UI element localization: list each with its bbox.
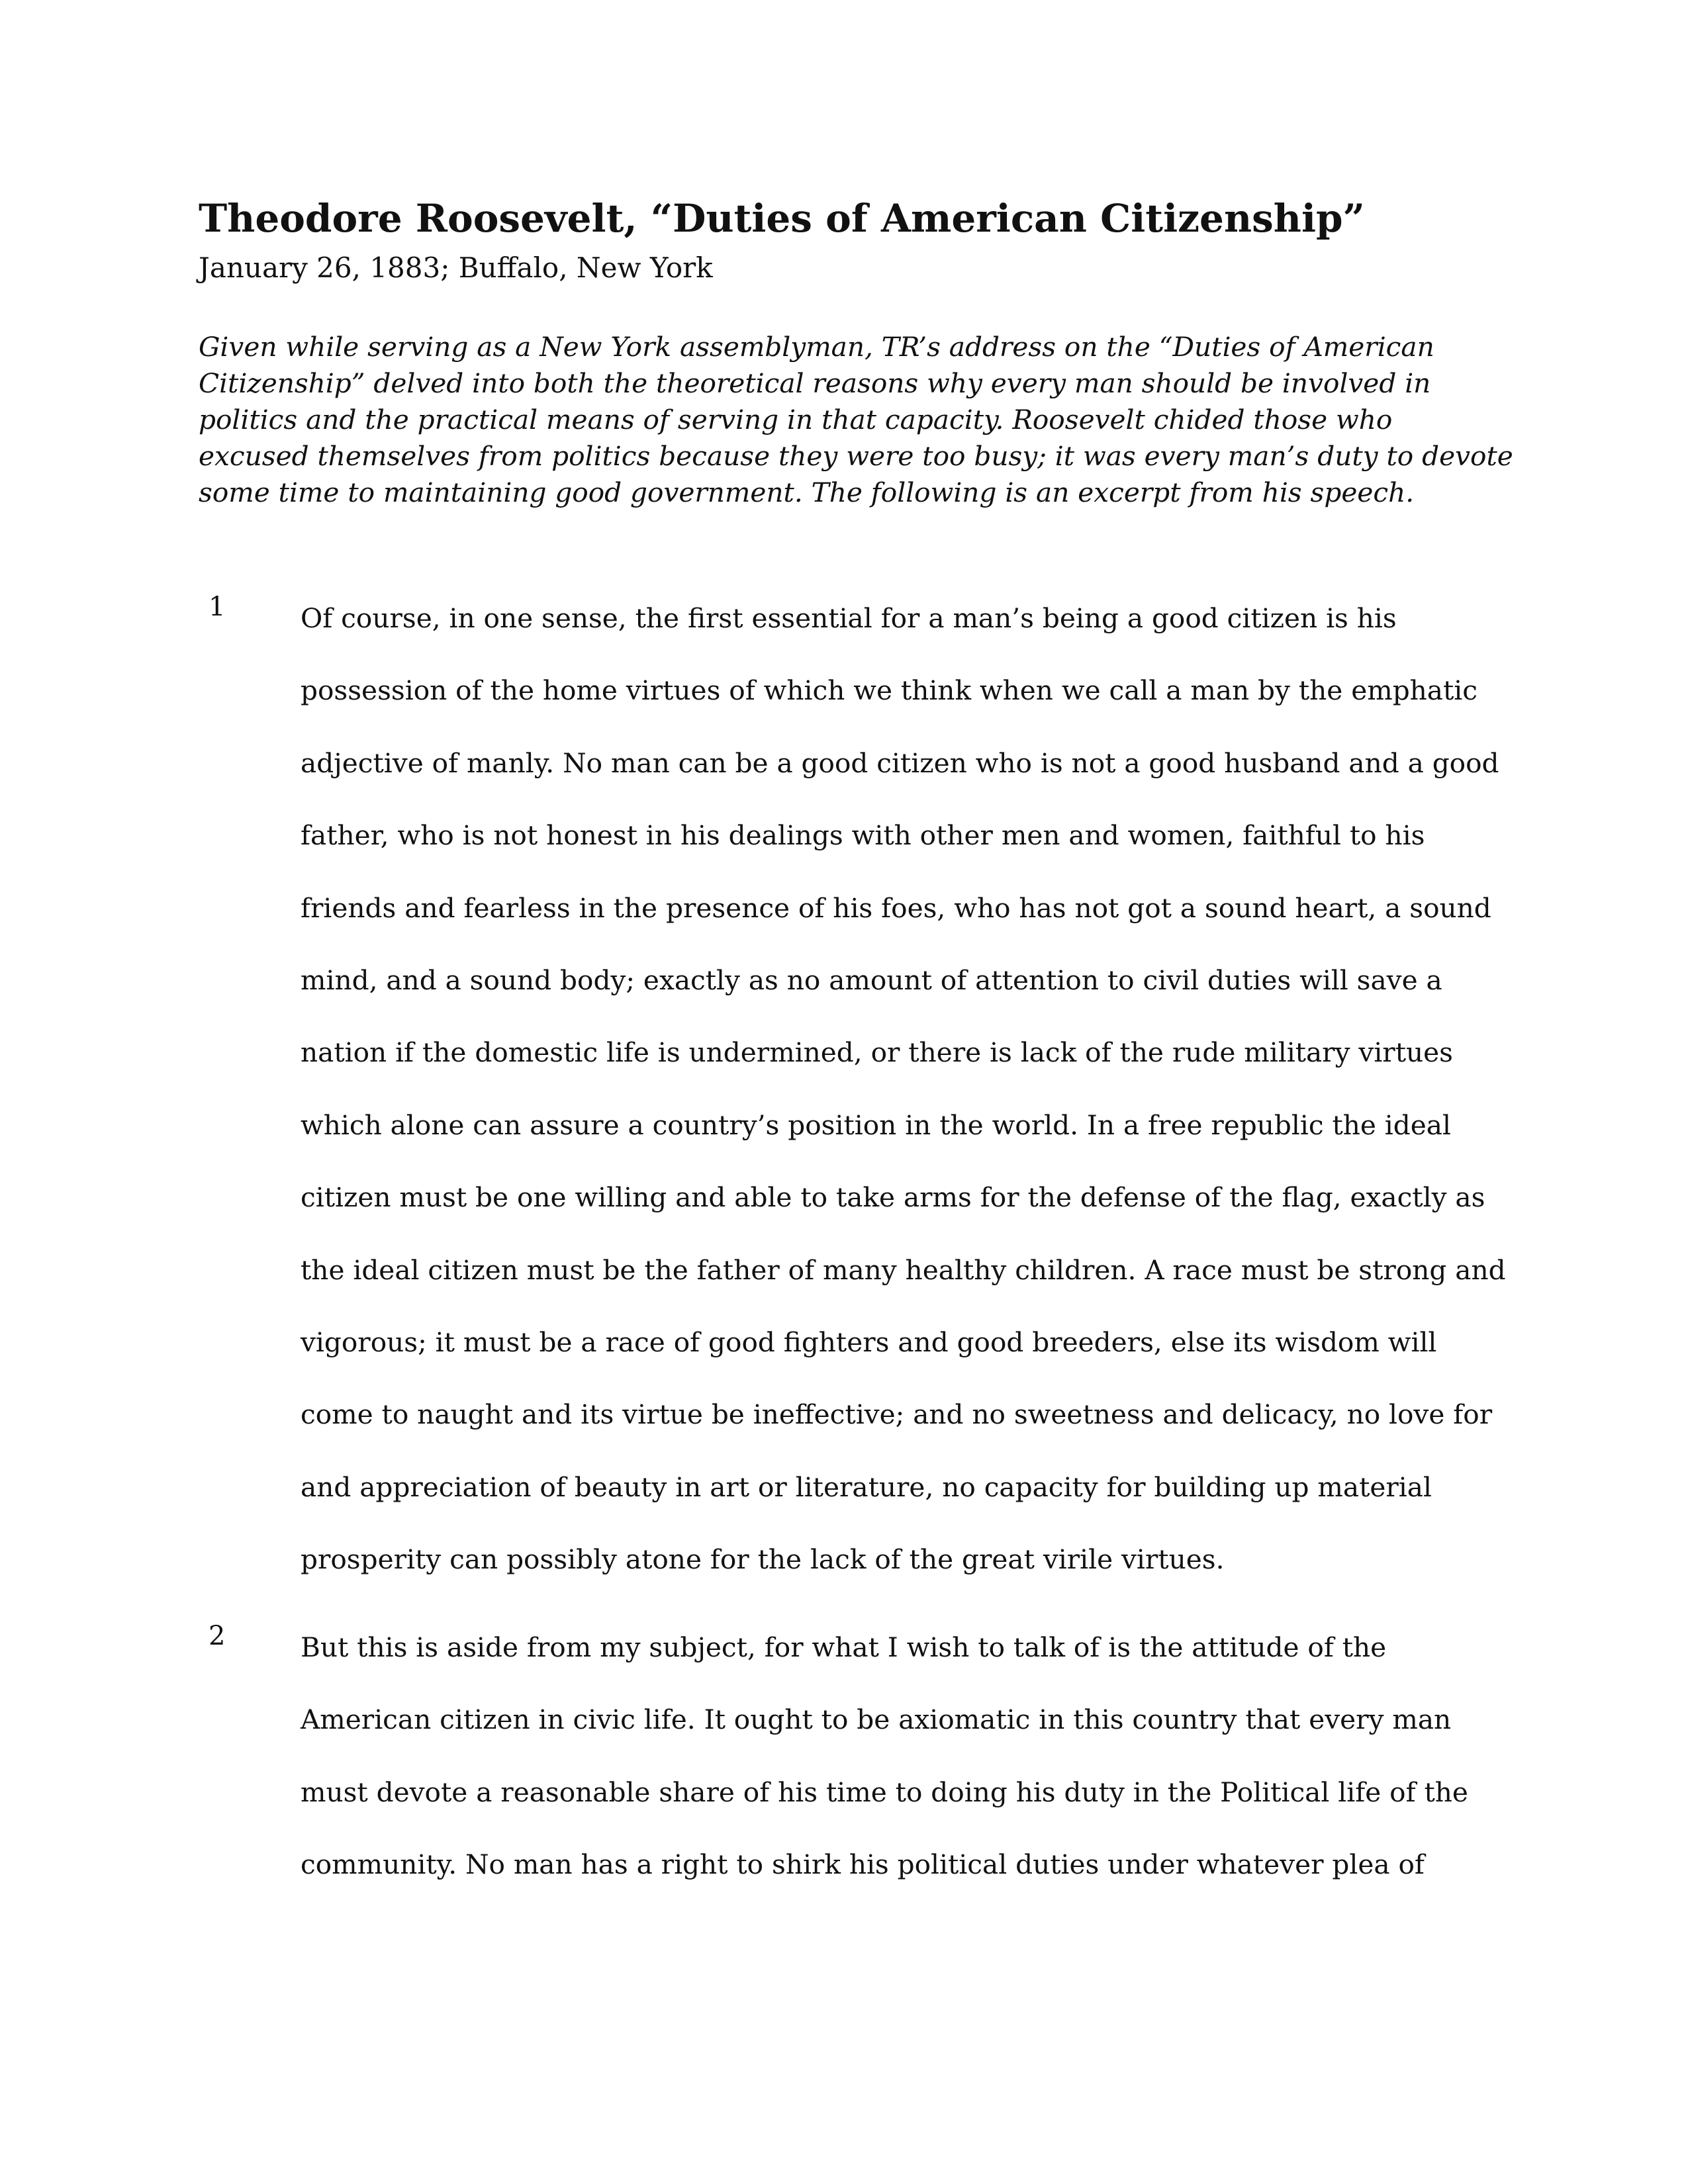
paragraph-line: nation if the domestic life is undermined, or there is lack of the rude military virtues [301, 1036, 1453, 1069]
paragraph-body [301, 1612, 1519, 1901]
intro-line: Citizenship” delved into both the theoretical reasons why every man should be involved in [199, 367, 1431, 399]
intro-line: Given while serving as a New York assemblyman, TR’s address on the “Duties of American [199, 331, 1434, 363]
paragraph-line: vigorous; it must be a race of good fighters and good breeders, else its wisdom will [301, 1326, 1437, 1358]
paragraph-line: possession of the home virtues of which we think when we call a man by the emphatic [301, 674, 1478, 707]
paragraph-number: 1 [209, 592, 226, 622]
paragraph-line: But this is aside from my subject, for what I wish to talk of is the attitude of the [301, 1631, 1387, 1663]
paragraph-body [301, 582, 1519, 1596]
paragraph-line: prosperity can possibly atone for the lack of the great virile virtues. [301, 1543, 1225, 1576]
paragraph-line: which alone can assure a country’s position in the world. In a free republic the ideal [301, 1109, 1451, 1141]
paragraph-line: and appreciation of beauty in art or literature, no capacity for building up material [301, 1471, 1432, 1503]
intro-line: some time to maintaining good government. The following is an excerpt from his speech. [199, 477, 1415, 508]
paragraph-line: mind, and a sound body; exactly as no amount of attention to civil duties will save a [301, 964, 1442, 996]
document-title: Theodore Roosevelt, “Duties of American Citizenship” [199, 196, 1365, 241]
paragraph-line: community. No man has a right to shirk his political duties under whatever plea of [301, 1848, 1425, 1881]
paragraph-line: adjective of manly. No man can be a good citizen who is not a good husband and a good [301, 747, 1499, 779]
paragraph-line: American citizen in civic life. It ought to be axiomatic in this country that every man [301, 1704, 1452, 1736]
paragraph-line: the ideal citizen must be the father of many healthy children. A race must be strong and [301, 1253, 1506, 1286]
paragraph-number: 2 [209, 1621, 226, 1651]
intro-line: politics and the practical means of serving in that capacity. Roosevelt chided those who [199, 404, 1393, 435]
document-subtitle: January 26, 1883; Buffalo, New York [199, 251, 713, 284]
intro-line: excused themselves from politics because they were too busy; it was every man’s duty to devote [199, 440, 1513, 472]
paragraph-line: must devote a reasonable share of his time to doing his duty in the Political life of the [301, 1776, 1468, 1808]
paragraph-line: friends and fearless in the presence of his foes, who has not got a sound heart, a sound [301, 891, 1491, 924]
intro-paragraph [199, 329, 1513, 511]
paragraph-line: citizen must be one willing and able to take arms for the defense of the flag, exactly as [301, 1181, 1485, 1214]
paragraph-line: father, who is not honest in his dealings with other men and women, faithful to his [301, 819, 1425, 852]
paragraph-line: come to naught and its virtue be ineffective; and no sweetness and delicacy, no love for [301, 1398, 1493, 1431]
paragraph-line: Of course, in one sense, the first essential for a man’s being a good citizen is his [301, 602, 1397, 634]
